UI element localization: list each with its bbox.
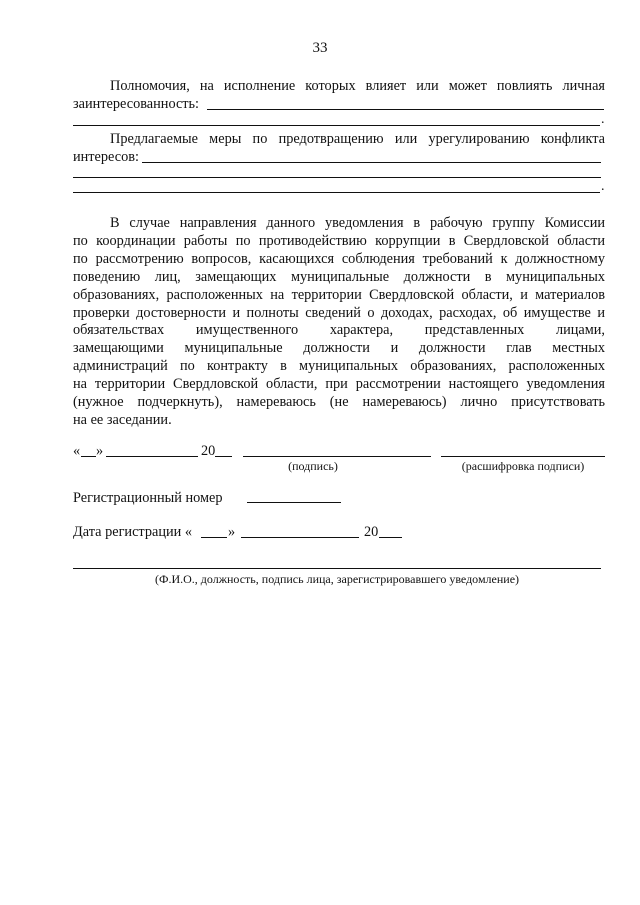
page-number: 33 — [312, 40, 328, 56]
registration-day-field[interactable] — [201, 537, 227, 538]
notice-line: проверки достоверности и полноты сведений о доходах, расходах, об имуществе и — [73, 305, 605, 321]
registration-number-field[interactable] — [247, 502, 341, 503]
date-open-quote: « — [73, 443, 81, 459]
registration-date-close-quote: » — [228, 524, 236, 540]
registration-date-label: Дата регистрации « — [73, 524, 193, 540]
powers-answer-line-1[interactable] — [207, 109, 604, 110]
signature-field[interactable] — [243, 456, 431, 457]
notice-line: замещающими муниципальные должности и должности глав местных — [73, 340, 605, 356]
notice-line: В случае направления данного уведомления в рабочую группу Комиссии — [110, 215, 605, 231]
measures-label: интересов: — [73, 149, 139, 165]
measures-answer-line-1[interactable] — [142, 162, 601, 163]
registration-month-field[interactable] — [241, 537, 359, 538]
date-year-prefix: 20 — [201, 443, 216, 459]
powers-end-mark: . — [601, 112, 605, 127]
decoding-caption: (расшифровка подписи) — [461, 459, 585, 473]
measures-line-1: Предлагаемые меры по предотвращению или урегулированию конфликта — [110, 131, 605, 147]
registrar-field[interactable] — [73, 568, 601, 569]
powers-line-1: Полномочия, на исполнение которых влияет или может повлиять личная — [110, 78, 605, 94]
powers-answer-line-2[interactable] — [73, 125, 600, 126]
powers-label: заинтересованность: — [73, 96, 200, 112]
notice-line: (нужное подчеркнуть), намереваюсь (не намереваюсь) лично присутствовать — [73, 394, 605, 410]
registration-year-field[interactable] — [379, 537, 402, 538]
signature-decoding-field[interactable] — [441, 456, 605, 457]
registrar-caption: (Ф.И.О., должность, подпись лица, зарегистрировавшего уведомление) — [154, 572, 520, 586]
signature-caption: (подпись) — [288, 459, 338, 473]
notice-line: поведению лиц, замещающих муниципальные должности в муниципальных — [73, 269, 605, 285]
notice-line: образованиях, расположенных на территории Свердловской области, и материалов — [73, 287, 605, 303]
registration-year-prefix: 20 — [364, 524, 379, 540]
registration-number-label: Регистрационный номер — [73, 490, 223, 506]
notice-line: по координации работы по противодействию коррупции в Свердловской области — [73, 233, 605, 249]
notice-line-last: на ее заседании. — [73, 412, 172, 428]
notice-line: обязательствах имущественного характера, представленных лицами, — [73, 322, 605, 338]
notice-line: на территории Свердловской области, при рассмотрении настоящего уведомления — [73, 376, 605, 392]
measures-end-mark: . — [601, 179, 605, 194]
notice-line: по рассмотрению вопросов, касающихся соблюдения требований к должностному — [73, 251, 605, 267]
measures-answer-line-2[interactable] — [73, 177, 601, 178]
measures-answer-line-3[interactable] — [73, 192, 600, 193]
date-day-field[interactable] — [81, 456, 96, 457]
date-month-field[interactable] — [106, 456, 198, 457]
date-year-field[interactable] — [215, 456, 232, 457]
notice-line: администраций по контракту в муниципальных образованиях, расположенных — [73, 358, 605, 374]
date-close-quote: » — [96, 443, 104, 459]
